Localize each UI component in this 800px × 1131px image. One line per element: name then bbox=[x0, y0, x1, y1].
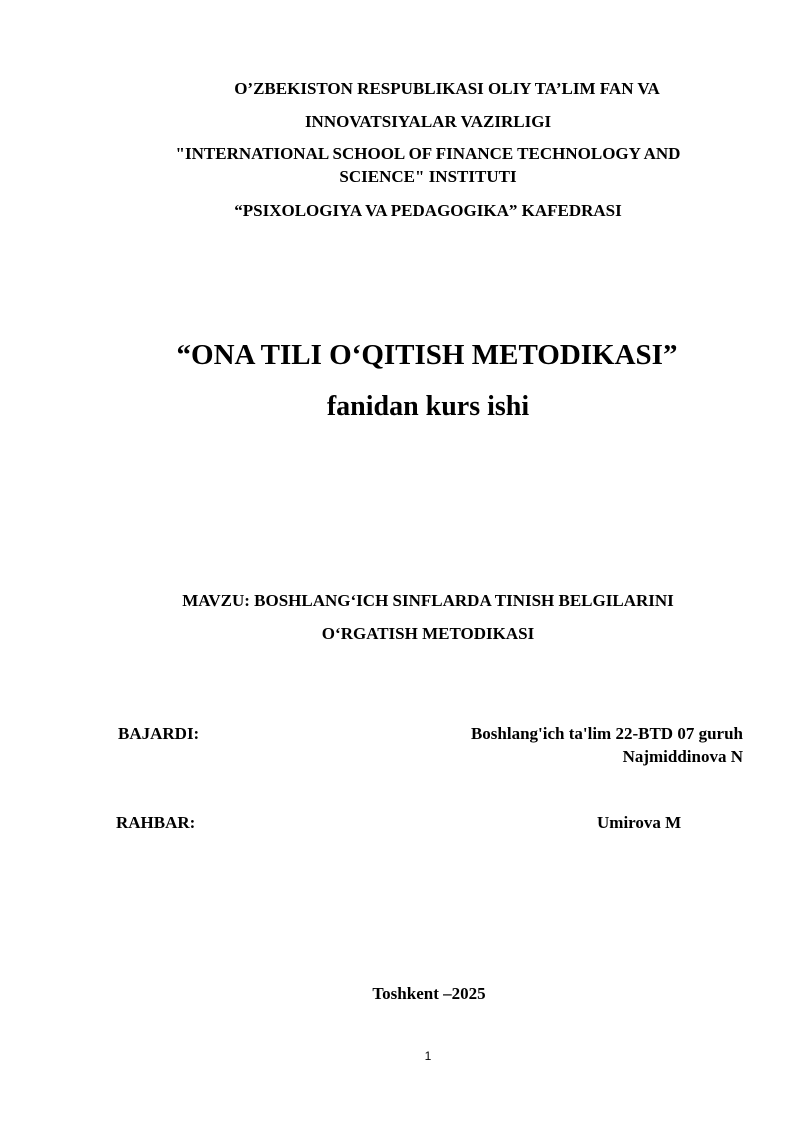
topic-line-2: O‘RGATISH METODIKASI bbox=[321, 624, 535, 643]
institute-line-1: "INTERNATIONAL SCHOOL OF FINANCE TECHNOLOGY AND bbox=[175, 144, 681, 163]
city-year: Toshkent –2025 bbox=[372, 984, 486, 1003]
course-title: “ONA TILI O‘QITISH METODIKASI” bbox=[176, 339, 678, 371]
ministry-line-1: O’ZBEKISTON RESPUBLIKASI OLIY TA’LIM FAN VA bbox=[234, 79, 660, 98]
supervisor-label: RAHBAR: bbox=[116, 813, 196, 832]
department-name: “PSIXOLOGIYA VA PEDAGOGIKA” KAFEDRASI bbox=[234, 201, 622, 220]
ministry-line-2: INNOVATSIYALAR VAZIRLIGI bbox=[304, 112, 552, 131]
work-type: fanidan kurs ishi bbox=[326, 391, 530, 422]
page-number: 1 bbox=[424, 1049, 432, 1063]
performer-name: Najmiddinova N bbox=[622, 747, 743, 766]
supervisor-name: Umirova M bbox=[597, 813, 682, 832]
performer-group: Boshlang'ich ta'lim 22-BTD 07 guruh bbox=[470, 724, 743, 743]
institute-line-2: SCIENCE" INSTITUTI bbox=[339, 167, 517, 186]
topic-line-1: MAVZU: BOSHLANG‘ICH SINFLARDA TINISH BELGILARINI bbox=[182, 591, 674, 610]
performer-label: BAJARDI: bbox=[118, 724, 200, 743]
